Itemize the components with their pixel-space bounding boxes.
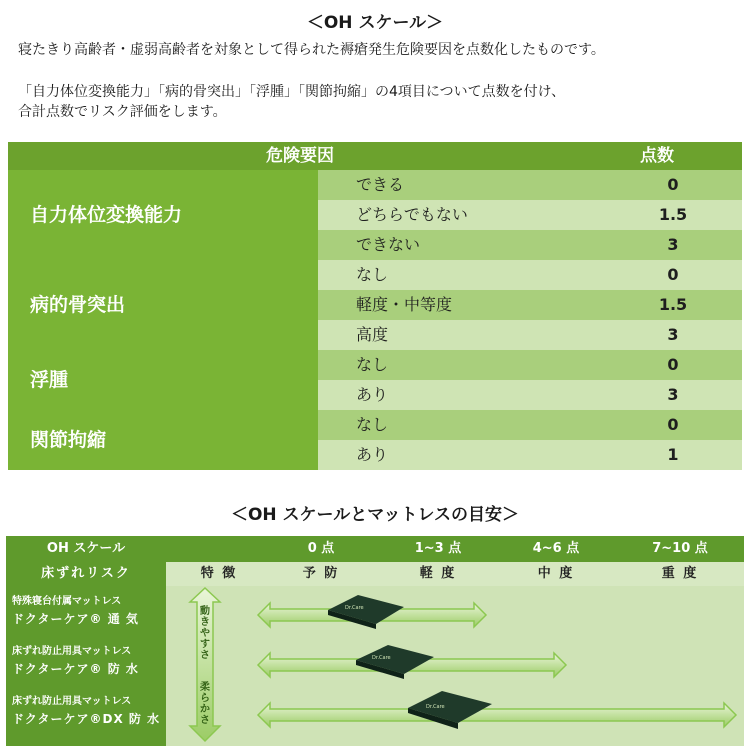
option-label: 高度: [356, 325, 389, 344]
category-label: 自力体位変換能力: [30, 204, 183, 226]
table-row: [318, 260, 742, 290]
table-row: [318, 410, 742, 440]
header-risk-factor: 危険要因: [266, 146, 334, 166]
table-row: [318, 440, 742, 470]
mattress-image-3: [408, 691, 492, 729]
header-risk-label: 床ずれリスク: [41, 566, 131, 581]
header-score-1-3: 1~3 点: [414, 541, 462, 556]
arrows-graphic: [6, 536, 744, 746]
points-value: 0: [667, 355, 679, 374]
header-score-7-10: 7~10 点: [652, 541, 708, 556]
header-score-0: 0 点: [307, 541, 335, 556]
option-label: あり: [356, 445, 389, 464]
product-name: ドクターケア® 防 水: [12, 662, 139, 676]
product-category: 特殊寝台付属マットレス: [12, 596, 122, 607]
option-label: どちらでもない: [356, 205, 468, 224]
category-label: 浮腫: [30, 369, 69, 391]
table-row: [318, 380, 742, 410]
product-name: ドクターケア®DX 防 水: [12, 712, 161, 726]
mattress-logo-text: Dr.Care: [372, 655, 391, 661]
option-label: なし: [356, 415, 389, 434]
points-value: 0: [667, 415, 679, 434]
points-value: 0: [667, 265, 679, 284]
points-value: 3: [667, 325, 679, 344]
header-mild: 軽 度: [419, 566, 457, 581]
header-oh-scale: OH スケール: [46, 541, 126, 556]
table-row: [318, 230, 742, 260]
category-label: 病的骨突出: [30, 294, 126, 316]
product-category: 床ずれ防止用具マットレス: [12, 646, 132, 657]
oh-scale-table: [8, 142, 742, 470]
product-name: ドクターケア® 通 気: [12, 612, 139, 626]
oh-scale-title: ＜OH スケール＞: [306, 13, 444, 33]
option-label: なし: [356, 355, 389, 374]
intro-text-2-line2: 合計点数でリスク評価をします。: [18, 104, 227, 120]
points-value: 3: [667, 235, 679, 254]
product-category: 床ずれ防止用具マットレス: [12, 696, 132, 707]
mattress-image-1: [328, 595, 404, 629]
table-header: [8, 142, 742, 170]
points-value: 1: [667, 445, 679, 464]
option-label: なし: [356, 265, 389, 284]
mattress-guide-table: [6, 536, 744, 746]
intro-text-2: [18, 82, 738, 122]
header-moderate: 中 度: [537, 566, 575, 581]
table-row: [318, 170, 742, 200]
option-label: 軽度・中等度: [356, 295, 453, 314]
mattress-guide-title: ＜OH スケールとマットレスの目安＞: [230, 505, 520, 525]
intro-text-1: 寝たきり高齢者・虚弱高齢者を対象として得られた褥瘡発生危険要因を点数化したものです。: [18, 42, 605, 58]
header-severe: 重 度: [661, 566, 699, 581]
intro-text-2-line1: 「自力体位変換能力」「病的骨突出」「浮腫」「関節拘縮」の4項目について点数を付け、: [18, 84, 566, 100]
header-feature: 特 徴: [200, 566, 238, 581]
table-row: [318, 320, 742, 350]
mattress-image-2: [356, 645, 434, 679]
table-row: [318, 200, 742, 230]
table-row: [318, 350, 742, 380]
table-row: [318, 290, 742, 320]
header-score-4-6: 4~6 点: [532, 541, 580, 556]
points-value: 0: [667, 175, 679, 194]
category-label: 関節拘縮: [30, 429, 107, 451]
header-points: 点数: [640, 146, 674, 166]
mattress-logo-text: Dr.Care: [345, 605, 364, 611]
option-label: できる: [356, 175, 405, 194]
header-prevention: 予 防: [302, 566, 340, 581]
points-value: 1.5: [658, 295, 688, 314]
vertical-label-softness: 柔らかさ: [200, 682, 210, 726]
option-label: あり: [356, 385, 389, 404]
option-label: できない: [356, 235, 421, 254]
points-value: 3: [667, 385, 679, 404]
vertical-label-mobility: 動きやすさ: [200, 606, 210, 661]
points-value: 1.5: [658, 205, 688, 224]
range-arrow-3: [258, 703, 736, 727]
mattress-logo-text: Dr.Care: [426, 704, 445, 710]
